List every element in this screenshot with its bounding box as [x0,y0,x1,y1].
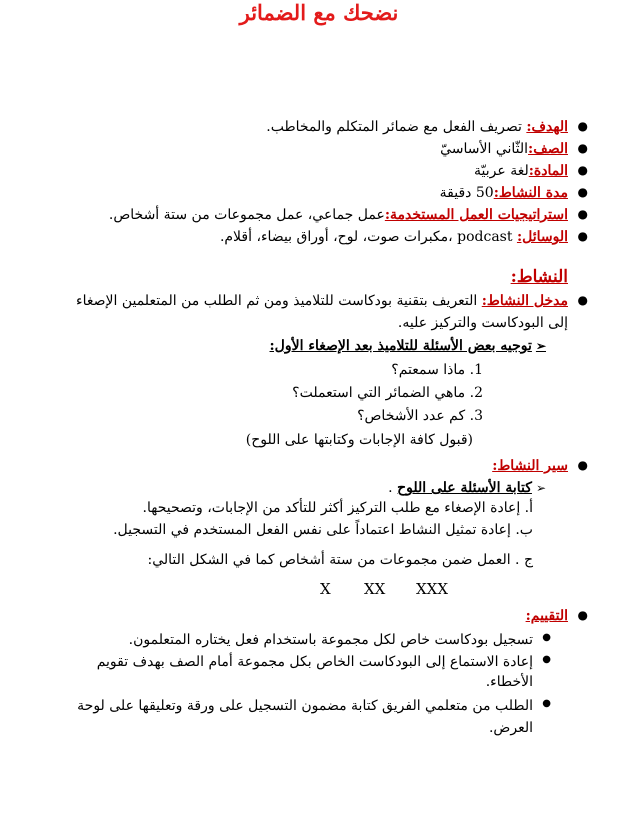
evaluation-item-1: ● تسجيل بودكاست خاص لكل مجموعة باستخدام فعل يختاره المتعلمون. [128,632,551,648]
bullet-icon: ● [577,185,588,199]
label-duration: مدة النشاط: [493,185,568,201]
entry-text: التعريف بتقنية بودكاست للتلاميذ ومن ثم الطلب من المتعلمين الإصغاء [76,293,482,309]
text-goal: تصريف الفعل مع ضمائر المتكلم والمخاطب. [266,119,527,135]
evaluation-item-2-cont: الأخطاء. [485,674,533,690]
evaluation-heading: ● التقييم: [525,608,588,624]
arrowhead-icon: ➢ [535,481,546,495]
label-goal: الهدف: [526,119,568,135]
activity-heading: النشاط: [510,267,568,287]
list-item-grade [440,141,588,157]
bullet-icon: ● [577,458,588,472]
bullet-icon: ● [577,207,588,221]
progress-item-b: ب. إعادة تمثيل النشاط اعتماداً على نفس الفعل المستخدم في التسجيل. [113,522,533,538]
page-title: نضحك مع الضمائر [239,0,399,25]
bullet-icon: ● [577,119,588,133]
text-tools: podcast ،مكبرات صوت، لوح، أوراق بيضاء، أقلام. [219,229,517,245]
list-item-tools [219,229,588,245]
text-duration: 50 دقيقة [439,185,494,201]
bullet-icon: ● [542,654,551,665]
text-strategies: عمل جماعي، عمل مجموعات من ستة أشخاص. [108,207,385,223]
bullet-icon: ● [577,293,588,307]
list-item-duration [439,185,588,201]
bullet-icon: ● [577,163,588,177]
label-subject: المادة: [528,163,568,179]
accept-note: (قبول كافة الإجابات وكتابتها على اللوح) [245,432,473,448]
entry-line [76,293,588,309]
group-layout-3: XXX [416,580,449,598]
question-2: 2. ماهي الضمائر التي استعملت؟ [292,385,483,401]
progress-subheading: ➢كتابة الأسئلة على اللوح . [388,480,546,496]
bullet-icon: ● [577,229,588,243]
list-item-goal [266,119,588,135]
group-layout-1: X [320,580,331,598]
label-grade: الصف: [528,141,568,157]
entry-label: مدخل النشاط: [481,293,568,309]
text-grade: الثّاني الأساسيّ [440,141,529,157]
list-item-strategies [108,207,588,223]
progress-item-a: أ. إعادة الإصغاء مع طلب التركيز أكثر للتأكد من الإجابات، وتصحيحها. [142,500,533,516]
list-item-subject [474,163,588,179]
progress-item-c: ج . العمل ضمن مجموعات من ستة أشخاص كما في الشكل التالي: [147,552,533,568]
bullet-icon: ● [542,698,551,709]
bullet-icon: ● [577,141,588,155]
question-3: 3. كم عدد الأشخاص؟ [357,408,483,424]
group-layout-2: XX [364,580,386,598]
text-subject: لغة عربيّة [474,163,529,179]
question-1: 1. ماذا سمعتم؟ [391,362,483,378]
label-tools: الوسائل: [516,229,568,245]
bullet-icon: ● [577,608,588,622]
entry-line-2: إلى البودكاست والتركيز عليه. [397,315,568,331]
arrowhead-icon: ➢ [535,339,546,353]
progress-heading: ● سير النشاط: [492,458,588,474]
evaluation-item-3: ● الطلب من متعلمي الفريق كتابة مضمون التسجيل على ورقة وتعليقها على لوحة [77,698,551,714]
label-strategies: استراتيجيات العمل المستخدمة: [384,207,568,223]
evaluation-item-3-cont: العرض. [488,720,533,736]
bullet-icon: ● [542,632,551,643]
guidance-heading: ➢توجيه بعض الأسئلة للتلاميذ بعد الإصغاء الأول: [269,338,546,354]
evaluation-item-2: ● إعادة الاستماع إلى البودكاست الخاص بكل مجموعة أمام الصف بهدف تقويم [96,654,551,670]
